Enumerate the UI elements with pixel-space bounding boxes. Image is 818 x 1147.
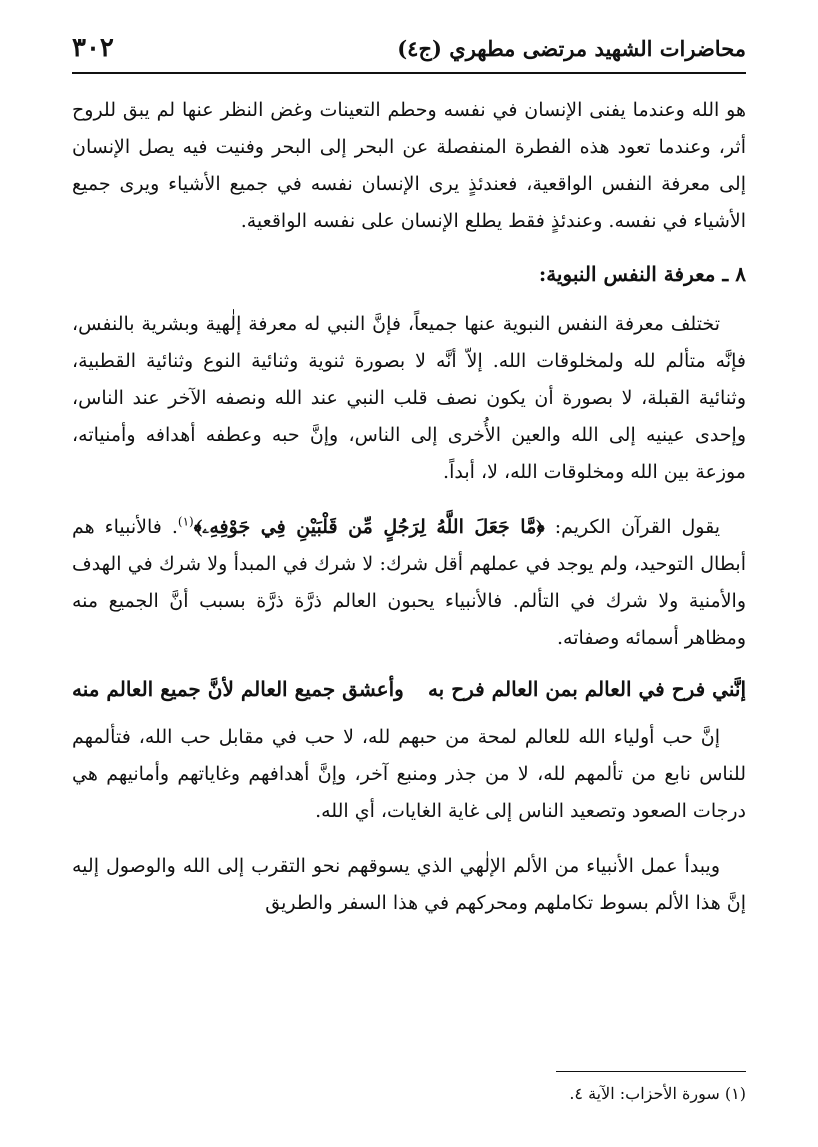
page-body [72,92,746,922]
paragraph-4: إنَّ حب أولياء الله للعالم لمحة من حبهم لله، لا حب في مقابل حب الله، فتألمهم للناس نابع من تألمهم لله، لا من جذر ومنبع آخر، وإنَّ أهدافهم وغاياتهم وأمانيهم هي درجات الصعود وتصعيد الناس إلى غاية الغايات، أي الله. [72,726,746,822]
running-title: محاضرات الشهيد مرتضى مطهري (ج٤) [397,35,746,61]
footnote-reference: (١) [177,514,194,529]
footnote-divider [556,1071,746,1072]
page-header [72,28,746,68]
verse-first-hemistich: إنَّني فرح في العالم بمن العالم فرح به [427,677,746,701]
paragraph-2: تختلف معرفة النفس النبوية عنها جميعاً، فإنَّ النبي له معرفة إلٰهية وبشرية بالنفس، فإنَّه متألم لله ولمخلوقات الله. إلاّ أنَّه لا بصورة ثنوية وثنائية النوع وثنائية القطبية، وثنائية القبلة، لا بصورة أن يكون نصف قلب النبي عند الله ونصفه الآخر عند الناس، وإحدى عينيه إلى الله والعين الأُخرى إلى الناس، وإنَّ حبه وعطفه أهدافه وأمنياته، موزعة بين الله ومخلوقات الله، لا، أبداً. [72,313,746,483]
quran-quote: ﴿مَّا جَعَلَ اللَّهُ لِرَجُلٍ مِّن قَلْبَيْنِ فِي جَوْفِهِۦ﴾ [193,516,545,538]
paragraph-3 [72,509,746,657]
paragraph-1: هو الله وعندما يفنى الإنسان في نفسه وحطم التعينات وغض النظر عنها لم يبق للروح أثر، وعندما تعود هذه الفطرة المنفصلة عن البحر إلى البحر وفنيت فيه يصل الإنسان إلى معرفة النفس الواقعية، فعندئذٍ يرى الإنسان نفسه في جميع الأشياء ويرى جميع الأشياء في نفسه. وعندئذٍ فقط يطلع الإنسان على نفسه الواقعية. [72,99,746,232]
poetry-verse [72,671,746,707]
section-heading: ٨ ـ معرفة النفس النبوية: [538,262,746,286]
paragraph-5: ويبدأ عمل الأنبياء من الألم الإلٰهي الذي يسوقهم نحو التقرب إلى الله والوصول إليه إنَّ هذا الألم بسوط تكاملهم ومحركهم في هذا السفر والطريق [72,855,746,914]
paragraph-3-intro: يقول القرآن الكريم: [544,516,720,538]
paragraph-3-rest: . فالأنبياء هم أبطال التوحيد، ولم يوجد في عملهم أقل شرك: لا شرك في المبدأ ولا شرك في الهدف والأمنية ولا شرك في التألم. فالأنبياء يحبون العالم ذرَّة ذرَّة بسبب أنَّ الجميع منه ومظاهر أسمائه وصفاته. [72,516,746,649]
verse-second-hemistich: وأعشق جميع العالم لأنَّ جميع العالم منه [72,677,404,701]
footnote: (١) سورة الأحزاب: الآية ٤. [569,1084,746,1103]
page-number: ٣٠٢ [72,33,114,63]
header-divider [72,72,746,74]
